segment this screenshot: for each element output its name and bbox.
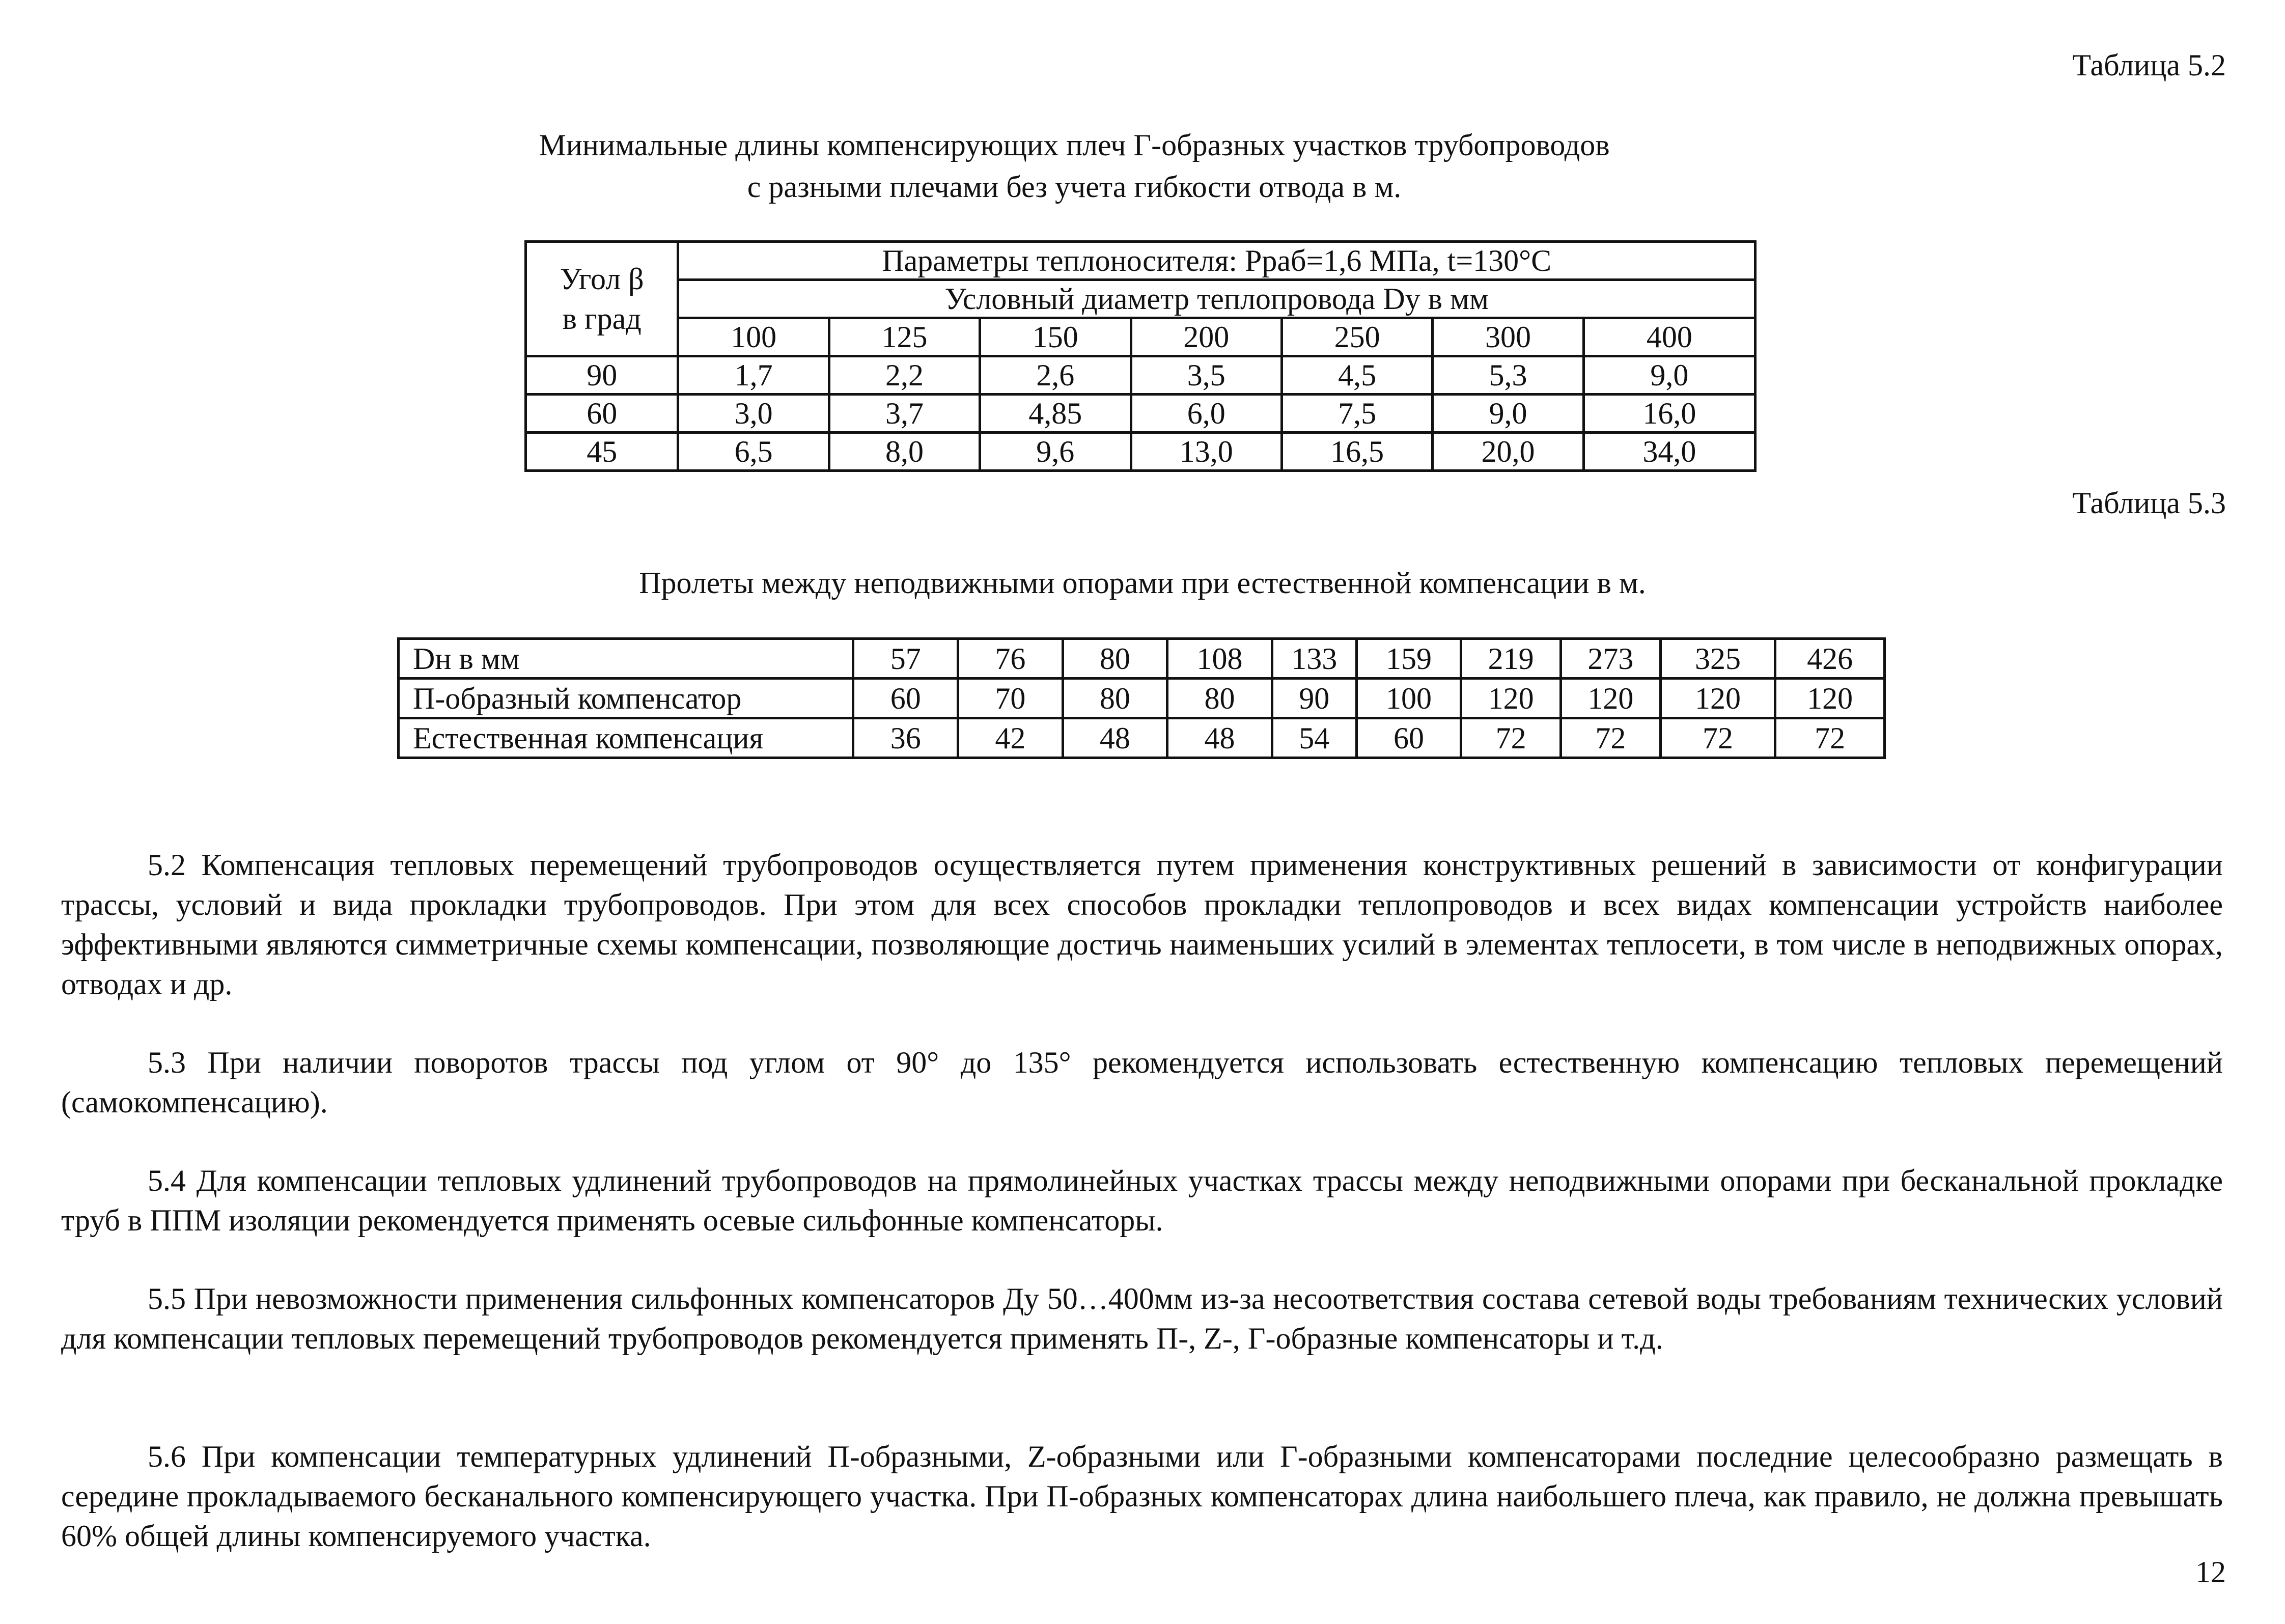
value-cell: 3,7 xyxy=(829,395,980,433)
paragraph-text: 5.6 При компенсации температурных удлинений П-образными, Z-образными или Г-образными компенсаторами последние целесообразно размещать в середине прокладываемого бесканального компенсирующего участка. При П-образных компенсаторах длина наибольшего плеча, как правило, не должна превышать 60% общей длины компенсируемого участка. xyxy=(61,1440,2223,1553)
value-cell: 90 xyxy=(1272,679,1356,718)
paragraph-5-3 xyxy=(61,1043,2223,1122)
table-row xyxy=(399,639,1885,679)
table-row xyxy=(526,356,1755,395)
value-cell: 159 xyxy=(1356,639,1461,679)
value-cell: 60 xyxy=(1356,718,1461,758)
value-cell: 48 xyxy=(1063,718,1167,758)
table-5-2-label: Таблица 5.2 xyxy=(2072,48,2226,82)
table-5-3-label: Таблица 5.3 xyxy=(2072,486,2226,520)
value-cell: 120 xyxy=(1660,679,1775,718)
value-cell: 80 xyxy=(1063,679,1167,718)
diameter-cell: 250 xyxy=(1281,318,1432,356)
value-cell: 48 xyxy=(1167,718,1272,758)
value-cell: 16,5 xyxy=(1281,433,1432,471)
row-label: Dн в мм xyxy=(399,639,853,679)
paragraph-5-4 xyxy=(61,1161,2223,1240)
value-cell: 42 xyxy=(958,718,1063,758)
diameter-cell: 200 xyxy=(1131,318,1281,356)
table-5-3-caption: Пролеты между неподвижными опорами при естественной компенсации в м. xyxy=(639,566,1646,600)
value-cell: 34,0 xyxy=(1583,433,1755,471)
params-header: Параметры теплоносителя: Ppaб=1,6 МПа, t=130°C xyxy=(678,242,1755,280)
table-5-2-caption-line2: с разными плечами без учета гибкости отвода в м. xyxy=(747,170,1402,204)
value-cell: 5,3 xyxy=(1433,356,1583,395)
angle-cell: 45 xyxy=(526,433,678,471)
value-cell: 72 xyxy=(1660,718,1775,758)
diameter-cell: 300 xyxy=(1433,318,1583,356)
value-cell: 2,6 xyxy=(980,356,1131,395)
table-5-2-header-row-1 xyxy=(526,242,1755,280)
table-row xyxy=(399,718,1885,758)
paragraph-5-2 xyxy=(61,845,2223,1004)
paragraph-5-5 xyxy=(61,1279,2223,1358)
page-number: 12 xyxy=(2195,1555,2226,1589)
value-cell: 273 xyxy=(1561,639,1660,679)
row-label: Естественная компенсация xyxy=(399,718,853,758)
paragraph-5-6 xyxy=(61,1437,2223,1556)
table-row xyxy=(526,433,1755,471)
diameter-cell: 100 xyxy=(678,318,829,356)
value-cell: 120 xyxy=(1775,679,1885,718)
value-cell: 108 xyxy=(1167,639,1272,679)
value-cell: 426 xyxy=(1775,639,1885,679)
value-cell: 6,0 xyxy=(1131,395,1281,433)
value-cell: 7,5 xyxy=(1281,395,1432,433)
value-cell: 72 xyxy=(1775,718,1885,758)
value-cell: 219 xyxy=(1461,639,1561,679)
value-cell: 6,5 xyxy=(678,433,829,471)
table-5-2-diameter-row xyxy=(526,318,1755,356)
diameter-cell: 400 xyxy=(1583,318,1755,356)
value-cell: 9,6 xyxy=(980,433,1131,471)
table-row xyxy=(526,395,1755,433)
value-cell: 1,7 xyxy=(678,356,829,395)
diameter-cell: 125 xyxy=(829,318,980,356)
value-cell: 325 xyxy=(1660,639,1775,679)
value-cell: 100 xyxy=(1356,679,1461,718)
table-5-2-caption-line1: Минимальные длины компенсирующих плеч Г-образных участков трубопроводов xyxy=(539,128,1610,162)
value-cell: 60 xyxy=(853,679,958,718)
value-cell: 72 xyxy=(1461,718,1561,758)
value-cell: 3,5 xyxy=(1131,356,1281,395)
table-5-2-caption xyxy=(458,124,1690,208)
value-cell: 9,0 xyxy=(1583,356,1755,395)
value-cell: 70 xyxy=(958,679,1063,718)
table-5-2 xyxy=(524,240,1757,472)
value-cell: 120 xyxy=(1461,679,1561,718)
value-cell: 4,5 xyxy=(1281,356,1432,395)
angle-header xyxy=(526,242,678,356)
paragraph-text: 5.2 Компенсация тепловых перемещений трубопроводов осуществляется путем применения конструктивных решений в зависимости от конфигурации трассы, условий и вида прокладки трубопроводов. При этом для всех способов прокладки теплопроводов и всех видах компенсации устройств наиболее эффективными являются симметричные схемы компенсации, позволяющие достичь наименьших усилий в элементах теплосети, в том числе в неподвижных опорах, отводах и др. xyxy=(61,848,2223,1001)
value-cell: 4,85 xyxy=(980,395,1131,433)
row-label: П-образный компенсатор xyxy=(399,679,853,718)
angle-header-line1: Угол β xyxy=(560,262,644,296)
value-cell: 76 xyxy=(958,639,1063,679)
value-cell: 120 xyxy=(1561,679,1660,718)
diameter-cell: 150 xyxy=(980,318,1131,356)
paragraph-text: 5.4 Для компенсации тепловых удлинений трубопроводов на прямолинейных участках трассы между неподвижными опорами при бесканальной прокладке труб в ППМ изоляции рекомендуется применять осевые сильфонные компенсаторы. xyxy=(61,1164,2223,1237)
value-cell: 8,0 xyxy=(829,433,980,471)
table-5-2-header-row-2 xyxy=(526,280,1755,318)
table-5-3 xyxy=(397,637,1886,759)
value-cell: 20,0 xyxy=(1433,433,1583,471)
value-cell: 57 xyxy=(853,639,958,679)
value-cell: 36 xyxy=(853,718,958,758)
value-cell: 3,0 xyxy=(678,395,829,433)
value-cell: 80 xyxy=(1167,679,1272,718)
diameter-header: Условный диаметр теплопровода Dy в мм xyxy=(678,280,1755,318)
angle-cell: 90 xyxy=(526,356,678,395)
value-cell: 2,2 xyxy=(829,356,980,395)
angle-header-line2: в град xyxy=(562,302,642,335)
paragraph-text: 5.3 При наличии поворотов трассы под углом от 90° до 135° рекомендуется использовать естественную компенсацию тепловых перемещений (самокомпенсацию). xyxy=(61,1046,2223,1119)
value-cell: 13,0 xyxy=(1131,433,1281,471)
value-cell: 16,0 xyxy=(1583,395,1755,433)
angle-cell: 60 xyxy=(526,395,678,433)
value-cell: 9,0 xyxy=(1433,395,1583,433)
value-cell: 80 xyxy=(1063,639,1167,679)
paragraph-text: 5.5 При невозможности применения сильфонных компенсаторов Ду 50…400мм из-за несоответствия состава сетевой воды требованиям технических условий для компенсации тепловых перемещений трубопроводов рекомендуется применять П-, Z-, Г-образные компенсаторы и т.д. xyxy=(61,1282,2223,1355)
value-cell: 54 xyxy=(1272,718,1356,758)
table-row xyxy=(399,679,1885,718)
value-cell: 72 xyxy=(1561,718,1660,758)
value-cell: 133 xyxy=(1272,639,1356,679)
